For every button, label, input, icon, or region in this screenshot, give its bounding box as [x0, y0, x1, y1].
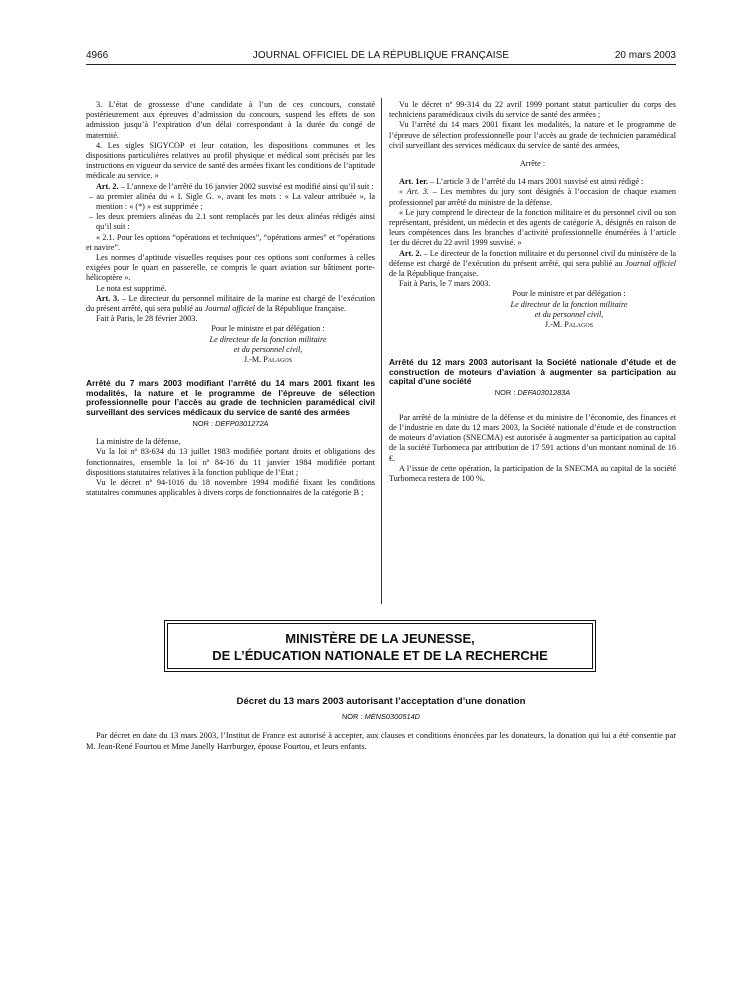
paragraph: Vu le décret nº 94-1016 du 18 novembre 1994 modifié fixant les conditions statutaires communes applicables à divers corps de fonctionnaires de la catégorie B ;: [86, 477, 375, 498]
article-2: [389, 249, 676, 280]
page-number: 4966: [86, 50, 109, 61]
article-text: – Le directeur du personnel militaire de la marine est chargé de l’exécution du présent arrêté, qui sera publié au: [86, 293, 375, 314]
signatory-name: J.-M. Palagos: [544, 320, 594, 330]
article-text: de la République française.: [254, 304, 347, 314]
article-text: – L’article 3 de l’arrêté du 14 mars 2001 susvisé est ainsi rédigé :: [428, 177, 644, 187]
signature-block: [183, 324, 353, 365]
nor-label: NOR :: [494, 388, 518, 398]
decree-title: Décret du 13 mars 2003 autorisant l’acceptation d’une donation: [236, 696, 526, 707]
decree-body: Par décret en date du 13 mars 2003, l’Institut de France est autorisé à accepter, aux clauses et conditions énoncées par les donateurs, la donation qui lui a été consentie par M. Jean-René Fourtou et Mme Janelly Harrburger, épouse Fourtou, et leurs enfants.: [86, 731, 676, 751]
article-label: Art. 2.: [399, 248, 422, 258]
column-divider: [381, 98, 382, 604]
paragraph: 3. L’état de grossesse d’une candidate à l’un de ces concours, constaté postérieurement aux épreuves d’admission du concours, suspend les effets de son admission jusqu’à l’expiration d’un délai correspondant à la durée du congé de maternité.: [86, 100, 375, 140]
right-column: [389, 100, 676, 484]
paragraph: « Le jury comprend le directeur de la fonction militaire et du personnel civil ou son représentant, président, un médecin et des agents de catégorie A, désignés en raison de leurs compétences dans les branches d’activité professionnelle énumérées à l’article 1er du décret du 22 avril 1999 susvisé. »: [389, 207, 676, 248]
journal-title: JOURNAL OFFICIEL DE LA RÉPUBLIQUE FRANÇAISE: [252, 50, 510, 61]
text-title: Arrêté du 12 mars 2003 autorisant la Société nationale d’étude et de construction de moteurs d’aviation à augmenter sa participation au capital d’une société: [389, 357, 676, 387]
article-2: [86, 182, 375, 192]
signature-block: [484, 289, 654, 330]
ministry-line: DE L’ÉDUCATION NATIONALE ET DE LA RECHERCHE: [212, 648, 548, 663]
paragraph: Les normes d’aptitude visuelles requises pour ces options sont conformes à celles exigées pour le quart en passerelle, ce compris le quart aviation sur bâtiment porte-hélicoptère ».: [86, 253, 375, 283]
article-label: Art. 2.: [96, 181, 119, 191]
quoted-article: [389, 187, 676, 207]
ministry-heading-box: [164, 620, 596, 672]
nor-label: NOR :: [192, 418, 216, 428]
arrete-heading: Arrête :: [519, 159, 546, 169]
article-text: – Le directeur de la fonction militaire et du personnel civil du ministère de la défense est chargé de l’exécution du présent arrêté, qui sera publié au: [389, 248, 676, 268]
page-header: [86, 48, 676, 64]
signing-place-date: Fait à Paris, le 7 mars 2003.: [399, 279, 491, 289]
list-item: – au premier alinéa du « I. Sigle G. », avant les mots : « La valeur attribuée », la mention : « (*) » est supprimée ;: [89, 191, 375, 212]
article-text: de la République française.: [389, 269, 479, 279]
paragraph: Le nota est supprimé.: [96, 283, 167, 293]
journal-name: Journal officiel: [625, 258, 676, 268]
paragraph: Vu l’arrêté du 14 mars 2001 fixant les modalités, la nature et le programme de l’épreuve de sélection professionnelle pour l’accès au grade de technicien paramédical civil surveillant des services médicaux du service de santé des armées,: [389, 120, 676, 150]
left-column: [86, 100, 375, 498]
signature-line: Pour le ministre et par délégation :: [512, 289, 626, 299]
article-label: Art. 3.: [96, 293, 120, 303]
article-1: [389, 177, 676, 187]
journal-name: Journal officiel: [204, 304, 255, 314]
paragraph: A l’issue de cette opération, la participation de la SNECMA au capital de la société Turbomeca restera de 100 %.: [389, 463, 676, 483]
paragraph: Vu le décret nº 99-314 du 22 avril 1999 portant statut particulier du corps des techniciens paramédicaux civils du service de santé des armées ;: [389, 100, 676, 120]
paragraph: Vu la loi nº 83-634 du 13 juillet 1983 modifiée portant droits et obligations des fonctionnaires, ensemble la loi nº 84-16 du 11 janvier 1984 modifiée portant dispositions statutaires relatives à la fonction publique de l’Etat ;: [86, 447, 375, 477]
signature-line: Le directeur de la fonction militaire: [510, 299, 628, 309]
list-item: – les deux premiers alinéas du 2.1 sont remplacés par les deux alinéas rédigés ainsi qu’il suit :: [89, 212, 375, 232]
nor-reference: [86, 712, 676, 721]
text-title: Arrêté du 7 mars 2003 modifiant l’arrêté du 14 mars 2001 fixant les modalités, la nature et le programme de l’épreuve de sélection professionnelle pour l’accès au grade de technicien paramédical civil surveillant des services médicaux du service de santé des armées: [86, 378, 375, 417]
article-label: Art. 1er.: [399, 177, 429, 187]
issue-date: 20 mars 2003: [614, 50, 676, 61]
ministry-line: MINISTÈRE DE LA JEUNESSE,: [285, 631, 475, 646]
signing-place-date: Fait à Paris, le 28 février 2003.: [96, 314, 198, 324]
article-text: – L’annexe de l’arrêté du 16 janvier 2002 susvisé est modifié ainsi qu’il suit :: [118, 181, 374, 191]
nor-code: DEFP0301272A: [215, 418, 269, 428]
article-label: « Art. 3.: [399, 187, 429, 197]
article-3: [86, 294, 375, 314]
signature-line: et du personnel civil,: [534, 309, 604, 319]
paragraph: La ministre de la défense,: [96, 437, 181, 447]
nor-reference: [389, 388, 676, 398]
signatory-name: J.-M. Palagos: [243, 355, 293, 365]
nor-label: NOR :: [341, 712, 365, 721]
header-divider: [86, 64, 676, 65]
nor-code: DEFA0301283A: [517, 388, 571, 398]
signature-line: Pour le ministre et par délégation :: [211, 324, 325, 334]
signature-line: Le directeur de la fonction militaire: [209, 334, 327, 344]
nor-reference: [86, 419, 375, 429]
nor-code: MENS0300514D: [364, 712, 421, 721]
paragraph: « 2.1. Pour les options “opérations et techniques”, “opérations armes” et “opérations et navire”.: [86, 232, 375, 252]
paragraph: Par arrêté de la ministre de la défense et du ministre de l’économie, des finances et de l’industrie en date du 12 mars 2003, la Société nationale d’étude et de construction de moteurs d’aviation (SNECMA) est autorisée à augmenter sa participation au capital de la société Turbomeca par attribution de 17 591 actions d’un montant nominal de 16 €.: [389, 412, 676, 463]
paragraph: 4. Les sigles SIGYCOP et leur cotation, les dispositions communes et les dispositions particulières relatives au profil physique et médical sont précisés par les instructions en vigueur du service de santé des armées fixant les conditions de l’aptitude médicale au service. »: [86, 140, 375, 181]
article-text: – Les membres du jury sont désignés à l’occasion de chaque examen professionnel par arrêté du ministre de la défense.: [389, 187, 676, 207]
signature-line: et du personnel civil,: [233, 344, 303, 354]
